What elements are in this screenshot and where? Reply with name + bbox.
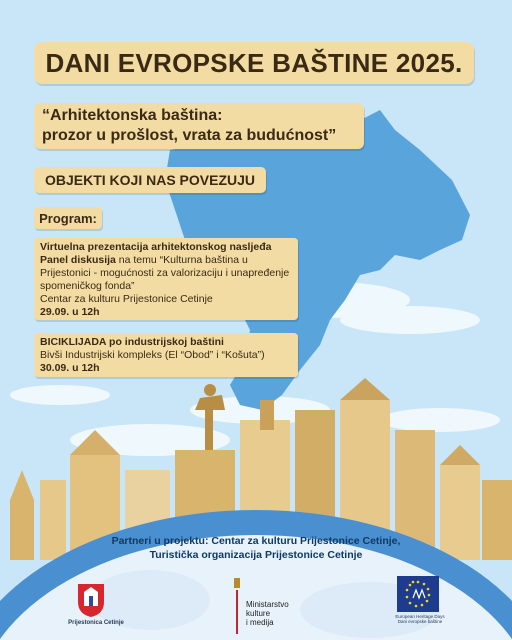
event-2-venue: Bivši Industrijski kompleks (El “Obod” i “Košuta”)	[40, 349, 265, 361]
event-2-title: BICIKLIJADA po industrijskoj baštini	[40, 336, 224, 348]
event-1-topic-end: spomeničkog fonda”	[40, 280, 135, 292]
montenegro-coat-of-arms-icon	[232, 578, 242, 634]
subtitle-line: prozor u prošlost, vrata za budućnost”	[42, 127, 337, 144]
subtitle-line: “Arhitektonska baština:	[42, 107, 223, 124]
ministry-caption	[246, 600, 289, 627]
ministry-line: kulture	[246, 609, 271, 618]
event-1-panel: Panel diskusija na temu “Kulturna baština u	[40, 254, 248, 266]
partners-line: Partneri u projektu: Centar za kulturu Prijestonice Cetinje,	[111, 535, 401, 547]
ministry-line: Ministarstvo	[246, 600, 289, 609]
poster-subtitle	[34, 103, 364, 149]
cetinje-coat-of-arms-icon	[76, 582, 106, 618]
eu-flag-graphic	[397, 576, 439, 612]
partners-line: Turistička organizacija Prijestonice Cetinje	[149, 549, 363, 561]
eu-caption	[390, 614, 450, 624]
eu-caption-line: European Heritage Days	[395, 614, 445, 619]
partners-text	[96, 534, 416, 562]
program-label: Program:	[34, 207, 102, 229]
event-1-title: Virtuelna prezentacija arhitektonskog nasljeđa	[40, 241, 272, 253]
event-1-topic: Prijestonici - mogućnosti za valorizaciju i unapređenje	[40, 267, 290, 279]
poster-title: DANI EVROPSKE BAŠTINE 2025.	[34, 42, 474, 84]
event-1	[34, 238, 298, 320]
cetinje-caption: Prijestonica Cetinje	[68, 620, 124, 626]
event-1-datetime: 29.09. u 12h	[40, 306, 100, 318]
event-2-datetime: 30.09. u 12h	[40, 362, 100, 374]
eu-caption-line: Dani evropske baštine	[397, 619, 443, 624]
eu-stars-icon	[397, 576, 439, 612]
ministry-line: i medija	[246, 618, 274, 627]
section-heading: OBJEKTI KOJI NAS POVEZUJU	[34, 167, 266, 193]
event-2	[34, 333, 298, 377]
event-1-venue: Centar za kulturu Prijestonice Cetinje	[40, 293, 213, 305]
